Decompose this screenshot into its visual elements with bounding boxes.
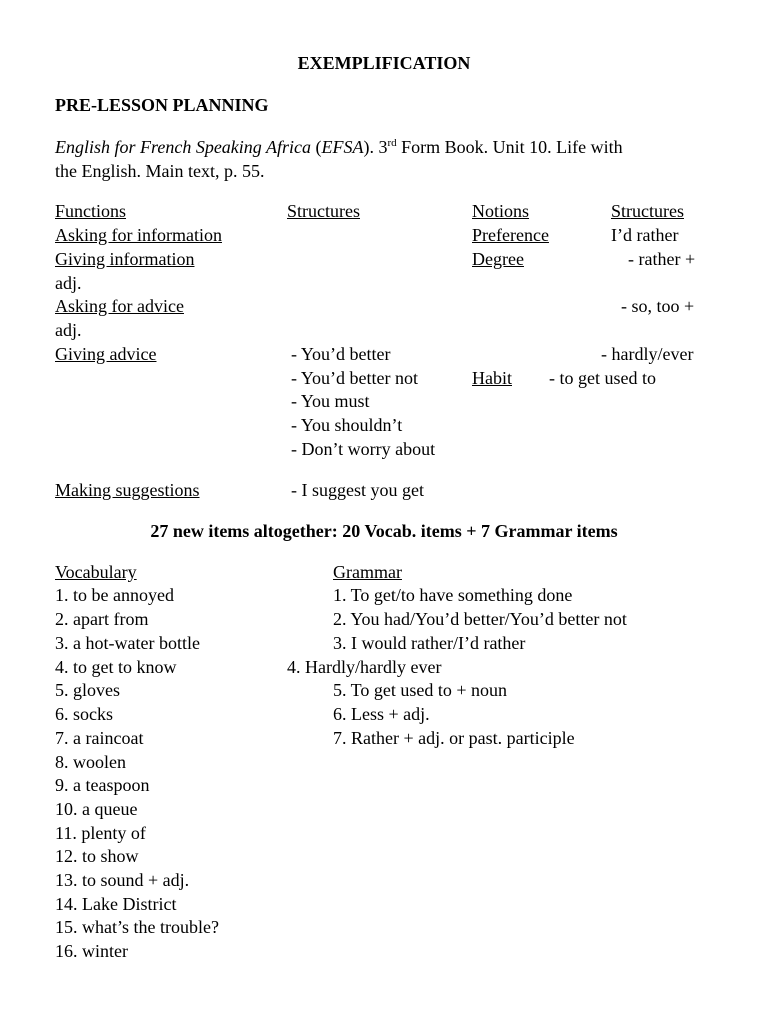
- function-giving-advice: Giving advice: [55, 344, 157, 364]
- abbrev-open: (: [310, 137, 322, 157]
- ordinal-suffix: rd: [387, 137, 397, 149]
- structure-so-too: - so, too +: [621, 296, 695, 316]
- notion-preference: Preference: [472, 225, 549, 245]
- vocab-item: 5. gloves: [55, 680, 120, 700]
- book-abbrev: EFSA: [321, 137, 364, 157]
- advice-structure: - Don’t worry about: [291, 439, 436, 459]
- vocab-item: 2. apart from: [55, 609, 149, 629]
- function-giving-info: Giving information: [55, 249, 195, 269]
- function-making-suggestions: Making suggestions: [55, 480, 200, 500]
- header-functions: Functions: [55, 201, 127, 221]
- notion-degree: Degree: [472, 249, 524, 269]
- grammar-item: 2. You had/You’d better/You’d better not: [333, 609, 627, 629]
- structure-rather-plus: - rather +: [628, 249, 696, 269]
- header-notions: Notions: [472, 201, 530, 221]
- header-structures-1: Structures: [287, 201, 360, 221]
- vocabulary-heading: Vocabulary: [55, 562, 137, 582]
- source-rest: Form Book. Unit 10. Life with: [396, 137, 623, 157]
- grammar-item: 7. Rather + adj. or past. participle: [333, 728, 575, 748]
- vocab-item: 8. woolen: [55, 752, 126, 772]
- advice-structure: - You shouldn’t: [291, 415, 403, 435]
- header-structures-2: Structures: [611, 201, 684, 221]
- page-title: EXEMPLIFICATION: [297, 53, 471, 73]
- vocab-item: 15. what’s the trouble?: [55, 917, 219, 937]
- advice-structure: - You must: [291, 391, 370, 411]
- vocab-item: 3. a hot-water bottle: [55, 633, 200, 653]
- advice-structure: - You’d better not: [291, 368, 418, 388]
- grammar-item: 6. Less + adj.: [333, 704, 430, 724]
- items-summary: 27 new items altogether: 20 Vocab. items + 7 Grammar items: [150, 521, 618, 541]
- source-line-2: the English. Main text, p. 55.: [55, 161, 265, 181]
- source-line-1: [55, 135, 623, 159]
- vocab-item: 6. socks: [55, 704, 113, 724]
- grammar-item: 5. To get used to + noun: [333, 680, 508, 700]
- vocab-item: 16. winter: [55, 941, 128, 961]
- grammar-item: 1. To get/to have something done: [333, 585, 573, 605]
- grammar-heading: Grammar: [333, 562, 402, 582]
- section-heading: PRE-LESSON PLANNING: [55, 95, 269, 115]
- adj-continuation-1: adj.: [55, 273, 82, 293]
- vocab-item: 1. to be annoyed: [55, 585, 174, 605]
- notion-habit: Habit: [472, 368, 512, 388]
- vocab-item: 12. to show: [55, 846, 139, 866]
- grammar-item: 3. I would rather/I’d rather: [333, 633, 526, 653]
- advice-structure: - You’d better: [291, 344, 391, 364]
- vocab-item: 4. to get to know: [55, 657, 177, 677]
- function-asking-advice: Asking for advice: [55, 296, 184, 316]
- vocab-item: 7. a raincoat: [55, 728, 144, 748]
- grammar-item: 4. Hardly/hardly ever: [287, 657, 442, 677]
- vocab-item: 11. plenty of: [55, 823, 146, 843]
- suggest-structure: - I suggest you get: [291, 480, 424, 500]
- vocab-item: 14. Lake District: [55, 894, 177, 914]
- book-title: English for French Speaking Africa: [55, 137, 311, 157]
- structure-get-used-to: - to get used to: [549, 368, 656, 388]
- adj-continuation-2: adj.: [55, 320, 82, 340]
- form-number: ). 3: [363, 137, 388, 157]
- vocab-item: 13. to sound + adj.: [55, 870, 190, 890]
- structure-id-rather: I’d rather: [611, 225, 679, 245]
- function-asking-info: Asking for information: [55, 225, 222, 245]
- structure-hardly-ever: - hardly/ever: [601, 344, 694, 364]
- vocab-item: 10. a queue: [55, 799, 138, 819]
- vocab-item: 9. a teaspoon: [55, 775, 150, 795]
